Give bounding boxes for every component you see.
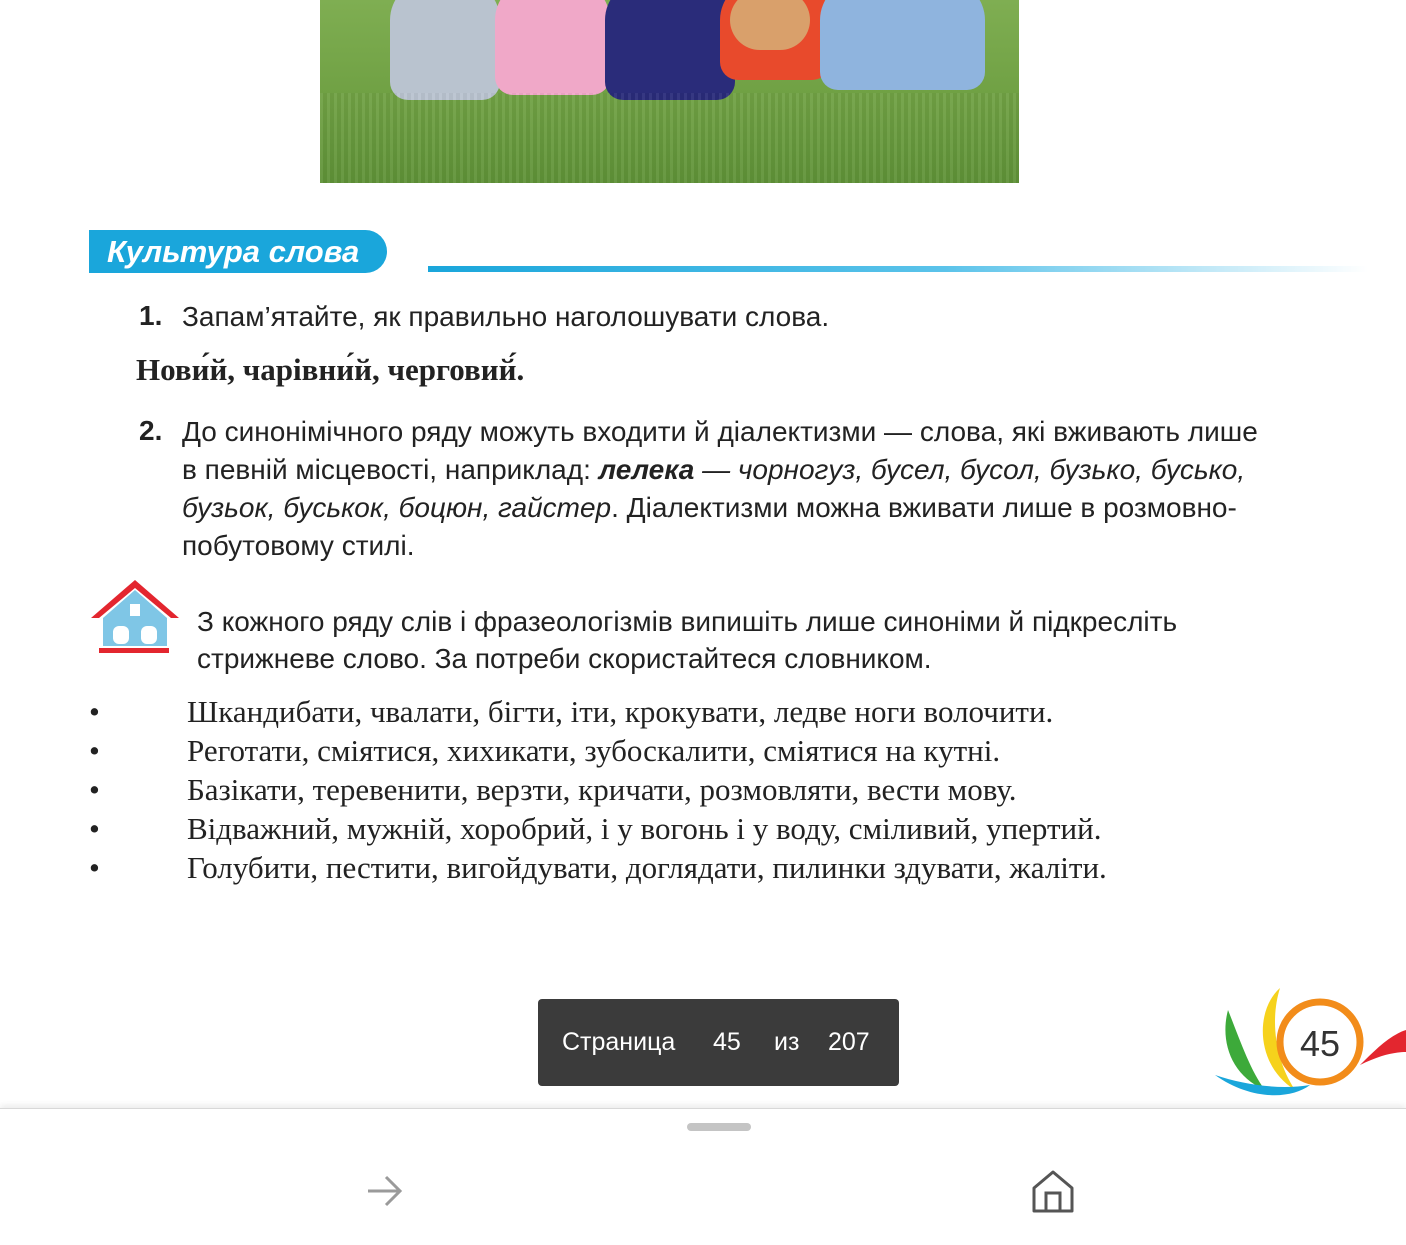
homework-text: З кожного ряду слів і фразеологізмів випишіть лише синоніми й підкресліть стрижневе слово. За потреби скористайтеся словником. — [197, 606, 1178, 674]
synonym-list — [89, 692, 1355, 887]
exercise-2-example-main: лелека — [598, 454, 695, 485]
page-indicator-label: Страница — [562, 1028, 676, 1056]
page-number: 45 — [1299, 1023, 1341, 1064]
list-item: • Відважний, мужній, хоробрий, і у вогонь і у воду, сміливий, упертий. — [89, 811, 1102, 846]
page-indicator-of: из — [774, 1028, 800, 1056]
page-indicator-total: 207 — [828, 1028, 870, 1056]
house-icon — [89, 576, 181, 656]
arrow-right-icon[interactable] — [362, 1171, 406, 1211]
exercise-2-example-list: — чорногуз, бусел, бусол, бузько, бусько, бузьок, буськок, боцюн, гайстер — [182, 454, 1246, 523]
exercise-1-words: Нови́й, чарівни́й, черговий́. — [136, 352, 525, 387]
list-item: • Реготати, сміятися, хихикати, зубоскалити, сміятися на кутні. — [89, 733, 1001, 768]
bottom-sheet — [0, 1108, 1406, 1245]
children-photo — [320, 0, 1019, 183]
list-item: • Базікати, теревенити, верзти, кричати, розмовляти, вести мову. — [89, 772, 1017, 807]
exercise-1-number: 1. — [139, 300, 163, 331]
home-icon[interactable] — [1032, 1169, 1074, 1213]
exercise-2-text-end: . Діалектизми можна вживати лише в розмовно-побутовому стилі. — [182, 492, 1237, 561]
exercise-2-text-start: До синонімічного ряду можуть входити й діалектизми — слова, які вживають лише в певній місцевості, наприклад: — [182, 416, 1258, 485]
section-divider — [428, 266, 1368, 272]
exercise-2-text — [182, 413, 1272, 565]
list-item: • Шкандибати, чвалати, бігти, іти, крокувати, ледве ноги волочити. — [89, 694, 1054, 729]
page-indicator — [538, 999, 899, 1086]
exercise-1-instruction: Запам’ятайте, як правильно наголошувати слова. — [182, 301, 830, 332]
list-item: • Голубити, пестити, вигойдувати, доглядати, пилинки здувати, жаліти. — [89, 850, 1107, 885]
page-number-badge — [1210, 980, 1406, 1105]
section-title: Культура слова — [89, 230, 387, 273]
drag-handle[interactable] — [687, 1123, 751, 1131]
exercise-2-number: 2. — [139, 415, 163, 446]
page-indicator-current: 45 — [713, 1028, 741, 1056]
